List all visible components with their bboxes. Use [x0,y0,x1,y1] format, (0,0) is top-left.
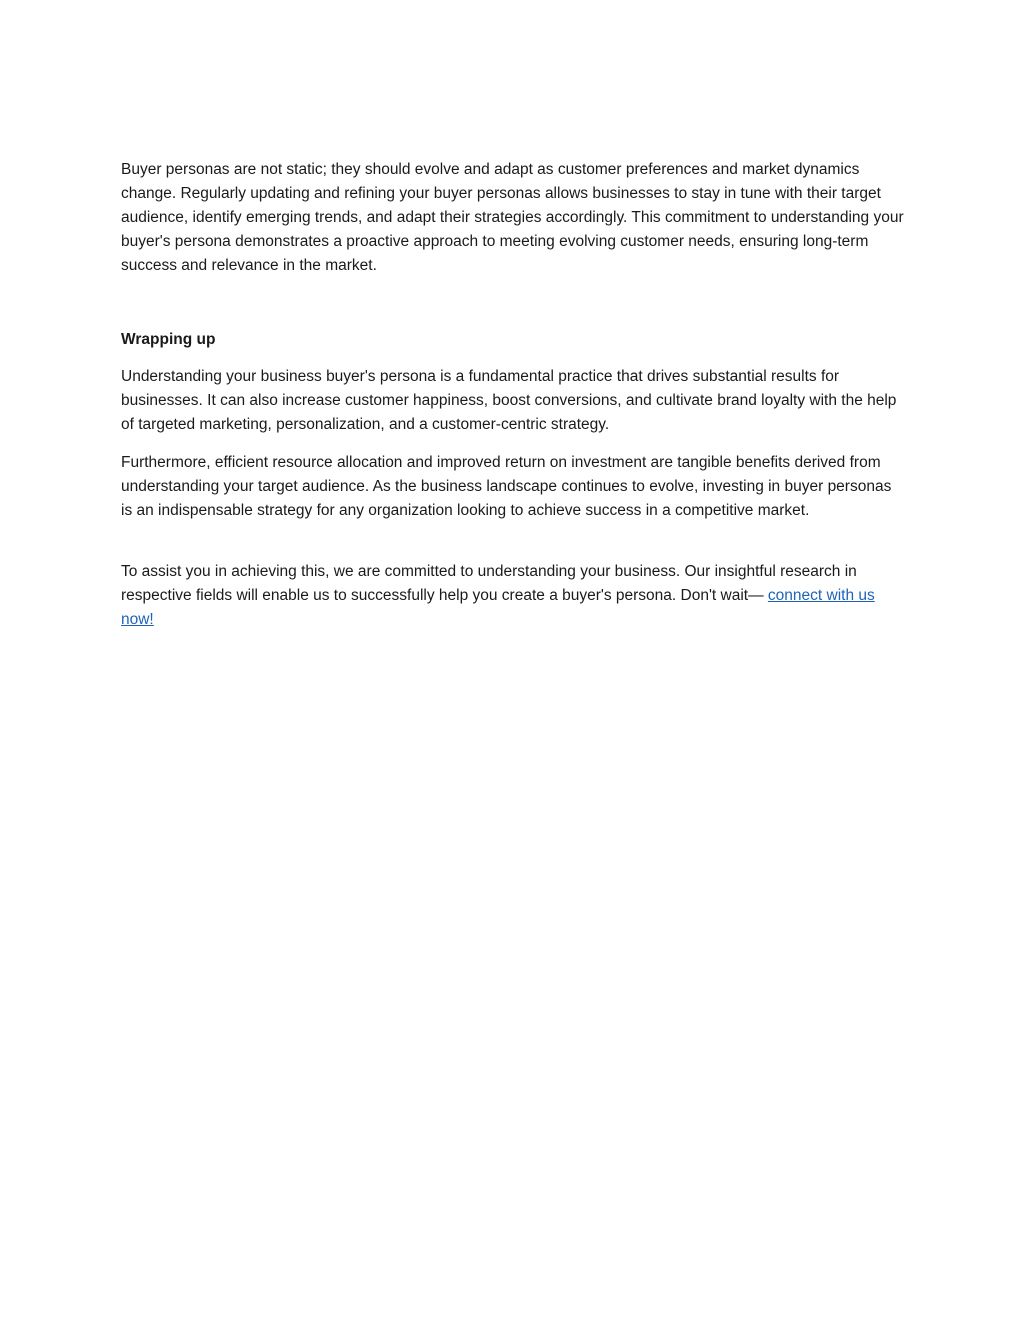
document-body [121,158,906,632]
body-paragraph-1: Understanding your business buyer's persona is a fundamental practice that drives substantial results for businesses. It can also increase customer happiness, boost conversions, and cultivate brand loyalty with the help of targeted marketing, personalization, and a customer-centric strategy. [121,368,897,433]
closing-paragraph [121,560,906,632]
closing-paragraph-text: To assist you in achieving this, we are committed to understanding your business. Our insightful research in respective fields will enable us to successfully help you create a buyer's persona. Don't wait— [121,563,857,604]
body-paragraph-2: Furthermore, efficient resource allocation and improved return on investment are tangible benefits derived from understanding your target audience. As the business landscape continues to evolve, investing in buyer personas is an indispensable strategy for any organization looking to achieve success in a competitive market. [121,454,892,519]
section-heading: Wrapping up [121,331,216,348]
connect-with-us-link[interactable]: connect with us now! [121,587,875,628]
intro-paragraph: Buyer personas are not static; they should evolve and adapt as customer preferences and market dynamics change. Regularly updating and refining your buyer personas allows businesses to stay in tune with their target audience, identify emerging trends, and adapt their strategies accordingly. This commitment to understanding your buyer's persona demonstrates a proactive approach to meeting evolving customer needs, ensuring long-term success and relevance in the market. [121,161,904,274]
